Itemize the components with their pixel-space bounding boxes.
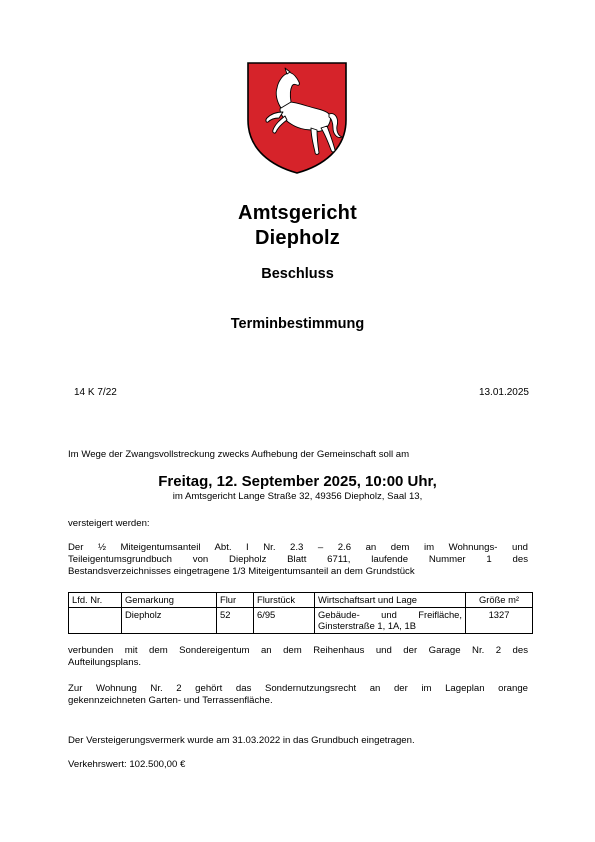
court-name-line2: Diepholz bbox=[255, 227, 340, 249]
document-date: 13.01.2025 bbox=[478, 387, 529, 398]
auction-location: im Amtsgericht Lange Straße 32, 49356 Diepholz, Saal 13, bbox=[172, 491, 423, 502]
cell-wirtschaftsart bbox=[315, 607, 466, 633]
header-flurstueck: Flurstück bbox=[254, 593, 315, 608]
header-wirtschaftsart: Wirtschaftsart und Lage bbox=[315, 593, 466, 608]
lower-saxony-crest-horse-icon bbox=[247, 62, 347, 174]
sondernutzung-line2: gekennzeichneten Garten- und Terrassenfläche. bbox=[68, 695, 273, 706]
versteigert-text: versteigert werden: bbox=[68, 518, 150, 529]
cell-flur: 52 bbox=[217, 607, 254, 633]
sondereigentum-text bbox=[68, 645, 528, 669]
file-number: 14 K 7/22 bbox=[74, 387, 117, 398]
document-heading: Beschluss bbox=[261, 266, 334, 282]
document-subheading: Terminbestimmung bbox=[230, 316, 365, 332]
vermerk-text: Der Versteigerungsvermerk wurde am 31.03.2022 in das Grundbuch eingetragen. bbox=[68, 735, 415, 746]
cell-gemarkung: Diepholz bbox=[122, 607, 217, 633]
table-row bbox=[69, 607, 533, 633]
property-table bbox=[68, 592, 533, 634]
object-line1: Der ½ Miteigentumsanteil Abt. I Nr. 2.3 – 2.6 an dem im Wohnungs- und bbox=[68, 542, 528, 553]
object-line3: Bestandsverzeichnisses eingetragene 1/3 Miteigentumsanteil an dem Grundstück bbox=[68, 566, 415, 577]
object-line2: Teileigentumsgrundbuch von Diepholz Blatt 6711, laufende Nummer 1 des bbox=[68, 554, 528, 565]
court-name-line1: Amtsgericht bbox=[238, 202, 357, 224]
sondernutzung-line1: Zur Wohnung Nr. 2 gehört das Sondernutzungsrecht an der im Lageplan orange bbox=[68, 683, 528, 694]
header-lfd-nr: Lfd. Nr. bbox=[69, 593, 122, 608]
header-groesse: Größe m² bbox=[466, 593, 533, 608]
cell-flurstueck: 6/95 bbox=[254, 607, 315, 633]
sondereigentum-line2: Aufteilungsplans. bbox=[68, 657, 142, 668]
table-header-row bbox=[69, 593, 533, 608]
cell-lfd-nr bbox=[69, 607, 122, 633]
cell-wirtschaftsart-line1: Gebäude- und Freifläche, bbox=[318, 608, 462, 620]
header-gemarkung: Gemarkung bbox=[122, 593, 217, 608]
object-description bbox=[68, 542, 528, 578]
intro-text: Im Wege der Zwangsvollstreckung zwecks Aufhebung der Gemeinschaft soll am bbox=[68, 449, 410, 460]
auction-datetime: Freitag, 12. September 2025, 10:00 Uhr, bbox=[158, 473, 437, 490]
court-name bbox=[0, 201, 595, 251]
cell-wirtschaftsart-line2: Ginsterstraße 1, 1A, 1B bbox=[318, 620, 416, 631]
verkehrswert-text: Verkehrswert: 102.500,00 € bbox=[68, 759, 186, 770]
header-flur: Flur bbox=[217, 593, 254, 608]
cell-groesse: 1327 bbox=[466, 607, 533, 633]
sondernutzung-text bbox=[68, 683, 528, 707]
sondereigentum-line1: verbunden mit dem Sondereigentum an dem Reihenhaus und der Garage Nr. 2 des bbox=[68, 645, 528, 656]
